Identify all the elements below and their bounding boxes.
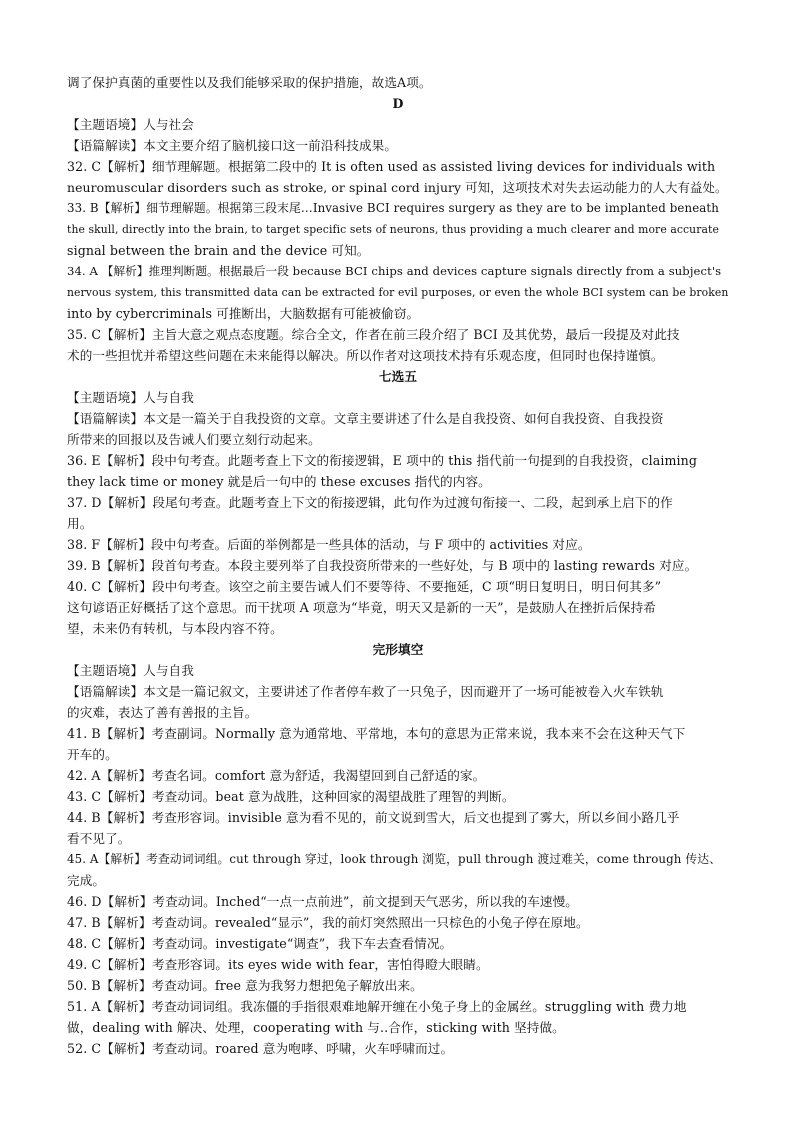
text-line: into by cybercriminals 可推断出，大脑数据有可能被偷窃。 bbox=[67, 306, 420, 321]
text-line: 【主题语境】人与自我 bbox=[67, 390, 194, 405]
section-heading: 七选五 bbox=[378, 369, 418, 384]
section-heading: D bbox=[392, 96, 404, 111]
text-line: 的灾难，表达了善有善报的主旨。 bbox=[67, 705, 258, 720]
text-line: 用。 bbox=[67, 516, 93, 531]
text-line: 40. C【解析】段中句考查。该空之前主要告诫人们不要等待、不要拖延，C 项“明日复明日，明日何其多” bbox=[67, 579, 662, 594]
text-line: 37. D【解析】段尾句考查。此题考查上下文的衔接逻辑，此句作为过渡句衔接一、二段，起到承上启下的作 bbox=[67, 495, 673, 510]
text-line: 【主题语境】人与自我 bbox=[67, 663, 194, 678]
text-line: 34. A 【解析】推理判断题。根据最后一段 because BCI chips and devices capture signals directly from a subject's bbox=[67, 264, 722, 278]
text-line: nervous system, this transmitted data can be extracted for evil purposes, or even the whole BCI system can be broken bbox=[67, 286, 729, 299]
answer-explanations bbox=[67, 72, 729, 1059]
text-line: the skull, directly into the brain, to target specific sets of neurons, thus providing a much clearer and more accurate bbox=[67, 223, 719, 236]
text-line: 48. C【解析】考查动词。investigate“调查”，我下车去查看情况。 bbox=[67, 936, 453, 951]
text-line: 术的一些担忧并希望这些问题在未来能得以解决。所以作者对这项技术持有乐观态度，但同时也保持谨慎。 bbox=[67, 348, 664, 363]
text-line: 43. C【解析】考查动词。beat 意为战胜，这种回家的渴望战胜了理智的判断。 bbox=[67, 789, 515, 804]
text-line: 32. C【解析】细节理解题。根据第二段中的 It is often used as assisted living devices for individuals with bbox=[67, 159, 716, 174]
text-line: 开车的。 bbox=[67, 747, 118, 762]
text-line: 做，dealing with 解决、处理，cooperating with 与..合作，sticking with 坚持做。 bbox=[67, 1020, 565, 1035]
text-line: 52. C【解析】考查动词。roared 意为咆哮、呼啸，火车呼啸而过。 bbox=[67, 1041, 454, 1056]
text-line: 50. B【解析】考查动词。free 意为我努力想把兔子解放出来。 bbox=[67, 978, 423, 993]
text-line: 42. A【解析】考查名词。comfort 意为舒适，我渴望回到自己舒适的家。 bbox=[67, 768, 486, 783]
text-line: 36. E【解析】段中句考查。此题考查上下文的衔接逻辑，E 项中的 this 指代前一句提到的自我投资，claiming bbox=[67, 453, 698, 468]
text-line: 望，未来仍有转机，与本段内容不符。 bbox=[67, 621, 283, 636]
text-line: 33. B【解析】细节理解题。根据第三段末尾…Invasive BCI requires surgery as they are to be implanted beneath bbox=[67, 201, 719, 215]
text-line: 44. B【解析】考查形容词。invisible 意为看不见的，前文说到雪大，后文也提到了雾大，所以乡间小路几乎 bbox=[67, 810, 680, 825]
text-line: 51. A【解析】考查动词词组。我冻僵的手指很艰难地解开缠在小兔子身上的金属丝。struggling with 费力地 bbox=[67, 999, 687, 1014]
text-line: 49. C【解析】考查形容词。its eyes wide with fear，害怕得瞪大眼睛。 bbox=[67, 957, 489, 972]
section-heading: 完形填空 bbox=[372, 642, 424, 657]
text-line: they lack time or money 就是后一句中的 these excuses 指代的内容。 bbox=[67, 474, 491, 489]
text-line: neuromuscular disorders such as stroke, or spinal cord injury 可知，这项技术对失去运动能力的人大有益处。 bbox=[67, 180, 728, 195]
text-line: signal between the brain and the device 可知。 bbox=[67, 243, 370, 258]
text-line: 39. B【解析】段首句考查。本段主要列举了自我投资所带来的一些好处，与 B 项中的 lasting rewards 对应。 bbox=[67, 558, 698, 573]
text-line: 41. B【解析】考查副词。Normally 意为通常地、平常地，本句的意思为正常来说，我本来不会在这种天气下 bbox=[67, 726, 686, 741]
text-line: 所带来的回报以及告诫人们要立刻行动起来。 bbox=[67, 432, 321, 447]
text-line: 【语篇解读】本文是一篇关于自我投资的文章。文章主要讲述了什么是自我投资、如何自我投资、自我投资 bbox=[67, 411, 664, 426]
text-line: 【语篇解读】本文是一篇记叙文，主要讲述了作者停车救了一只兔子，因而避开了一场可能被卷入火车铁轨 bbox=[67, 684, 664, 699]
text-line: 【主题语境】人与社会 bbox=[67, 117, 194, 132]
text-line: 看不见了。 bbox=[67, 831, 131, 846]
text-line: 【语篇解读】本文主要介绍了脑机接口这一前沿科技成果。 bbox=[67, 138, 398, 153]
text-line: 35. C【解析】主旨大意之观点态度题。综合全文，作者在前三段介绍了 BCI 及其优势，最后一段提及对此技 bbox=[67, 327, 680, 342]
text-line: 这句谚语正好概括了这个意思。而干扰项 A 项意为“毕竟，明天又是新的一天”，是鼓励人在挫折后保持希 bbox=[67, 600, 657, 615]
text-line: 45. A【解析】考查动词词组。cut through 穿过，look through 浏览，pull through 渡过难关，come through 传达、 bbox=[67, 852, 722, 866]
text-line: 46. D【解析】考查动词。Inched“一点一点前进”，前文提到天气恶劣，所以我的车速慢。 bbox=[67, 894, 578, 909]
text-line: 调了保护真菌的重要性以及我们能够采取的保护措施，故选A项。 bbox=[67, 75, 432, 90]
text-line: 完成。 bbox=[67, 873, 106, 888]
text-line: 47. B【解析】考查动词。revealed“显示”，我的前灯突然照出一只棕色的小兔子停在原地。 bbox=[67, 915, 589, 930]
text-line: 38. F【解析】段中句考查。后面的举例都是一些具体的活动，与 F 项中的 activities 对应。 bbox=[67, 537, 591, 552]
